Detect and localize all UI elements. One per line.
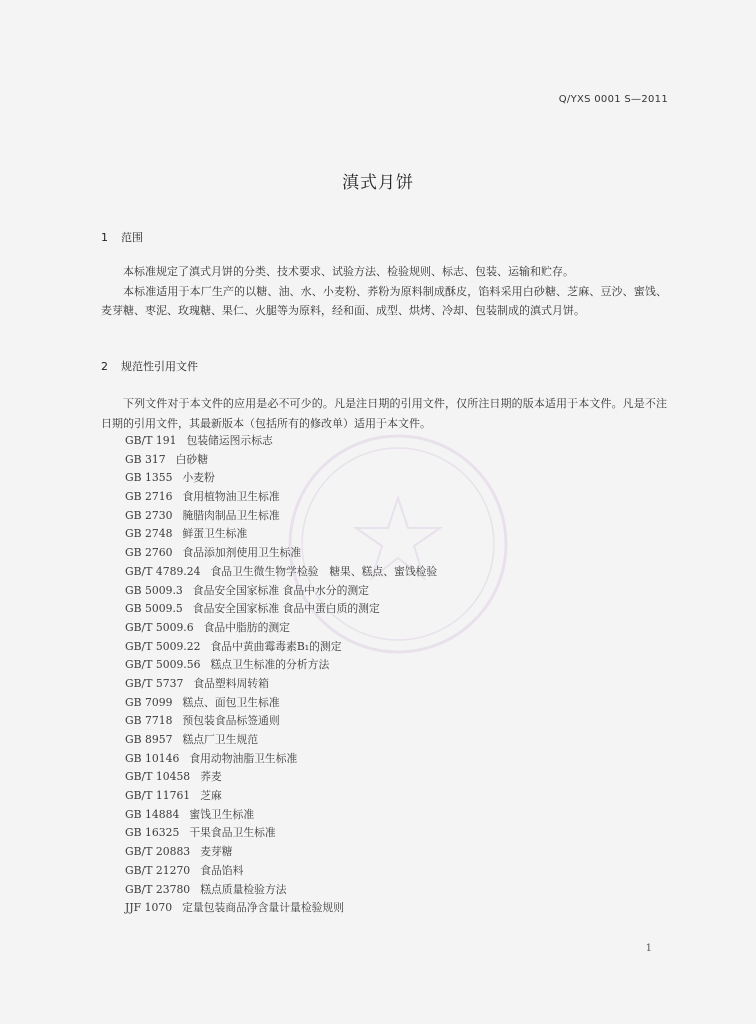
reference-code: GB 8957 <box>125 733 173 746</box>
reference-code: GB 1355 <box>125 471 173 485</box>
reference-item <box>125 750 437 769</box>
reference-code: GB 5009.5 <box>125 602 183 616</box>
reference-title: 食用植物油卫生标准 <box>182 490 280 504</box>
reference-code: GB/T 5009.6 <box>125 620 194 634</box>
reference-item <box>125 675 437 694</box>
reference-item <box>125 563 437 582</box>
reference-title: 蜜饯卫生标准 <box>189 807 255 821</box>
reference-title: 小麦粉 <box>182 471 215 485</box>
reference-title: 糕点卫生标准的分析方法 <box>210 658 330 672</box>
reference-list <box>125 432 437 918</box>
reference-title: 包装储运图示标志 <box>186 434 273 447</box>
reference-code: GB/T 11761 <box>125 789 191 803</box>
reference-title: 定量包装商品净含量计量检验规则 <box>182 901 345 915</box>
reference-item <box>125 881 437 900</box>
document-title: 滇式月饼 <box>342 173 414 193</box>
reference-item <box>125 656 437 675</box>
reference-item <box>125 768 437 787</box>
reference-item <box>125 806 437 825</box>
section-title: 规范性引用文件 <box>121 360 198 373</box>
reference-code: GB 7718 <box>125 714 173 728</box>
reference-code: GB/T 10458 <box>125 770 191 784</box>
section-number: 2 <box>101 360 108 373</box>
reference-item <box>125 638 437 657</box>
reference-title: 腌腊肉制品卫生标准 <box>182 508 280 522</box>
reference-item <box>125 731 437 750</box>
reference-title: 食品中脂肪的测定 <box>203 620 290 634</box>
reference-code: GB/T 20883 <box>125 845 191 859</box>
section-title: 范围 <box>121 231 143 244</box>
reference-title: 食用动物油脂卫生标准 <box>189 751 298 765</box>
reference-item <box>125 600 437 619</box>
reference-title: 干果食品卫生标准 <box>189 826 276 840</box>
reference-code: GB/T 21270 <box>125 863 191 877</box>
reference-title: 食品添加剂使用卫生标准 <box>182 546 302 560</box>
reference-item <box>125 507 437 526</box>
reference-code: GB 5009.3 <box>125 583 183 597</box>
reference-item <box>125 582 437 601</box>
reference-item <box>125 488 437 507</box>
reference-title: 麦芽糖 <box>200 845 233 859</box>
reference-item <box>125 469 437 488</box>
reference-title: 食品安全国家标准 食品中水分的测定 <box>192 583 369 597</box>
reference-code: JJF 1070 <box>125 901 173 915</box>
section-2-intro <box>101 394 667 433</box>
reference-code: GB 2730 <box>125 508 173 522</box>
reference-code: GB 2748 <box>125 527 173 541</box>
reference-item <box>125 862 437 881</box>
reference-title: 白砂糖 <box>175 452 208 466</box>
reference-title: 芝麻 <box>200 789 222 803</box>
reference-code: GB 2760 <box>125 546 173 560</box>
section-2-heading <box>101 358 198 374</box>
section-number: 1 <box>101 231 108 244</box>
reference-item <box>125 824 437 843</box>
reference-code: GB/T 5737 <box>125 676 184 690</box>
reference-code: GB 7099 <box>125 695 173 709</box>
paragraph: 本标准适用于本厂生产的以糖、油、水、小麦粉、荞粉为原料制成酥皮，馅料采用白砂糖、芝麻、豆沙、蜜饯、麦芽糖、枣泥、玫瑰糖、果仁、火腿等为原料，经和面、成型、烘烤、冷却、包装制成的滇式月饼。 <box>101 284 667 317</box>
reference-title: 糕点质量检验方法 <box>200 882 287 896</box>
reference-item <box>125 544 437 563</box>
page-number: 1 <box>645 943 652 954</box>
paragraph: 本标准规定了滇式月饼的分类、技术要求、试验方法、检验规则、标志、包装、运输和贮存。 <box>123 265 574 278</box>
reference-title: 食品馅料 <box>200 863 244 877</box>
reference-item <box>125 712 437 731</box>
reference-code: GB 2716 <box>125 490 173 504</box>
reference-item <box>125 787 437 806</box>
section-1-heading <box>101 229 143 245</box>
reference-code: GB/T 23780 <box>125 882 191 896</box>
reference-code: GB 16325 <box>125 826 180 840</box>
reference-code: GB/T 191 <box>125 434 177 447</box>
reference-code: GB/T 5009.22 <box>125 639 201 653</box>
reference-title: 荞麦 <box>200 770 222 784</box>
reference-item <box>125 843 437 862</box>
reference-title: 鲜蛋卫生标准 <box>182 527 248 541</box>
reference-code: GB 10146 <box>125 751 180 765</box>
reference-item <box>125 694 437 713</box>
reference-title: 食品安全国家标准 食品中蛋白质的测定 <box>192 602 380 616</box>
reference-code: GB 14884 <box>125 807 180 821</box>
reference-title: 食品中黄曲霉毒素B₁的测定 <box>210 639 342 653</box>
reference-title: 糕点、面包卫生标准 <box>182 695 280 709</box>
paragraph: 下列文件对于本文件的应用是必不可少的。凡是注日期的引用文件，仅所注日期的版本适用于本文件。凡是不注日期的引用文件，其最新版本（包括所有的修改单）适用于本文件。 <box>101 397 667 430</box>
document-number: Q/YXS 0001 S—2011 <box>558 94 668 105</box>
reference-item <box>125 619 437 638</box>
reference-title: 糕点厂卫生规范 <box>182 733 259 746</box>
reference-code: GB/T 5009.56 <box>125 658 201 672</box>
reference-item <box>125 525 437 544</box>
reference-title: 预包装食品标签通则 <box>182 714 280 728</box>
reference-code: GB/T 4789.24 <box>125 564 201 578</box>
reference-title: 食品塑料周转箱 <box>193 676 269 690</box>
reference-item <box>125 432 437 451</box>
reference-code: GB 317 <box>125 452 166 466</box>
section-1-body <box>101 262 667 321</box>
reference-item <box>125 451 437 470</box>
reference-item <box>125 899 437 918</box>
reference-title: 食品卫生微生物学检验 糖果、糕点、蜜饯检验 <box>210 564 438 578</box>
